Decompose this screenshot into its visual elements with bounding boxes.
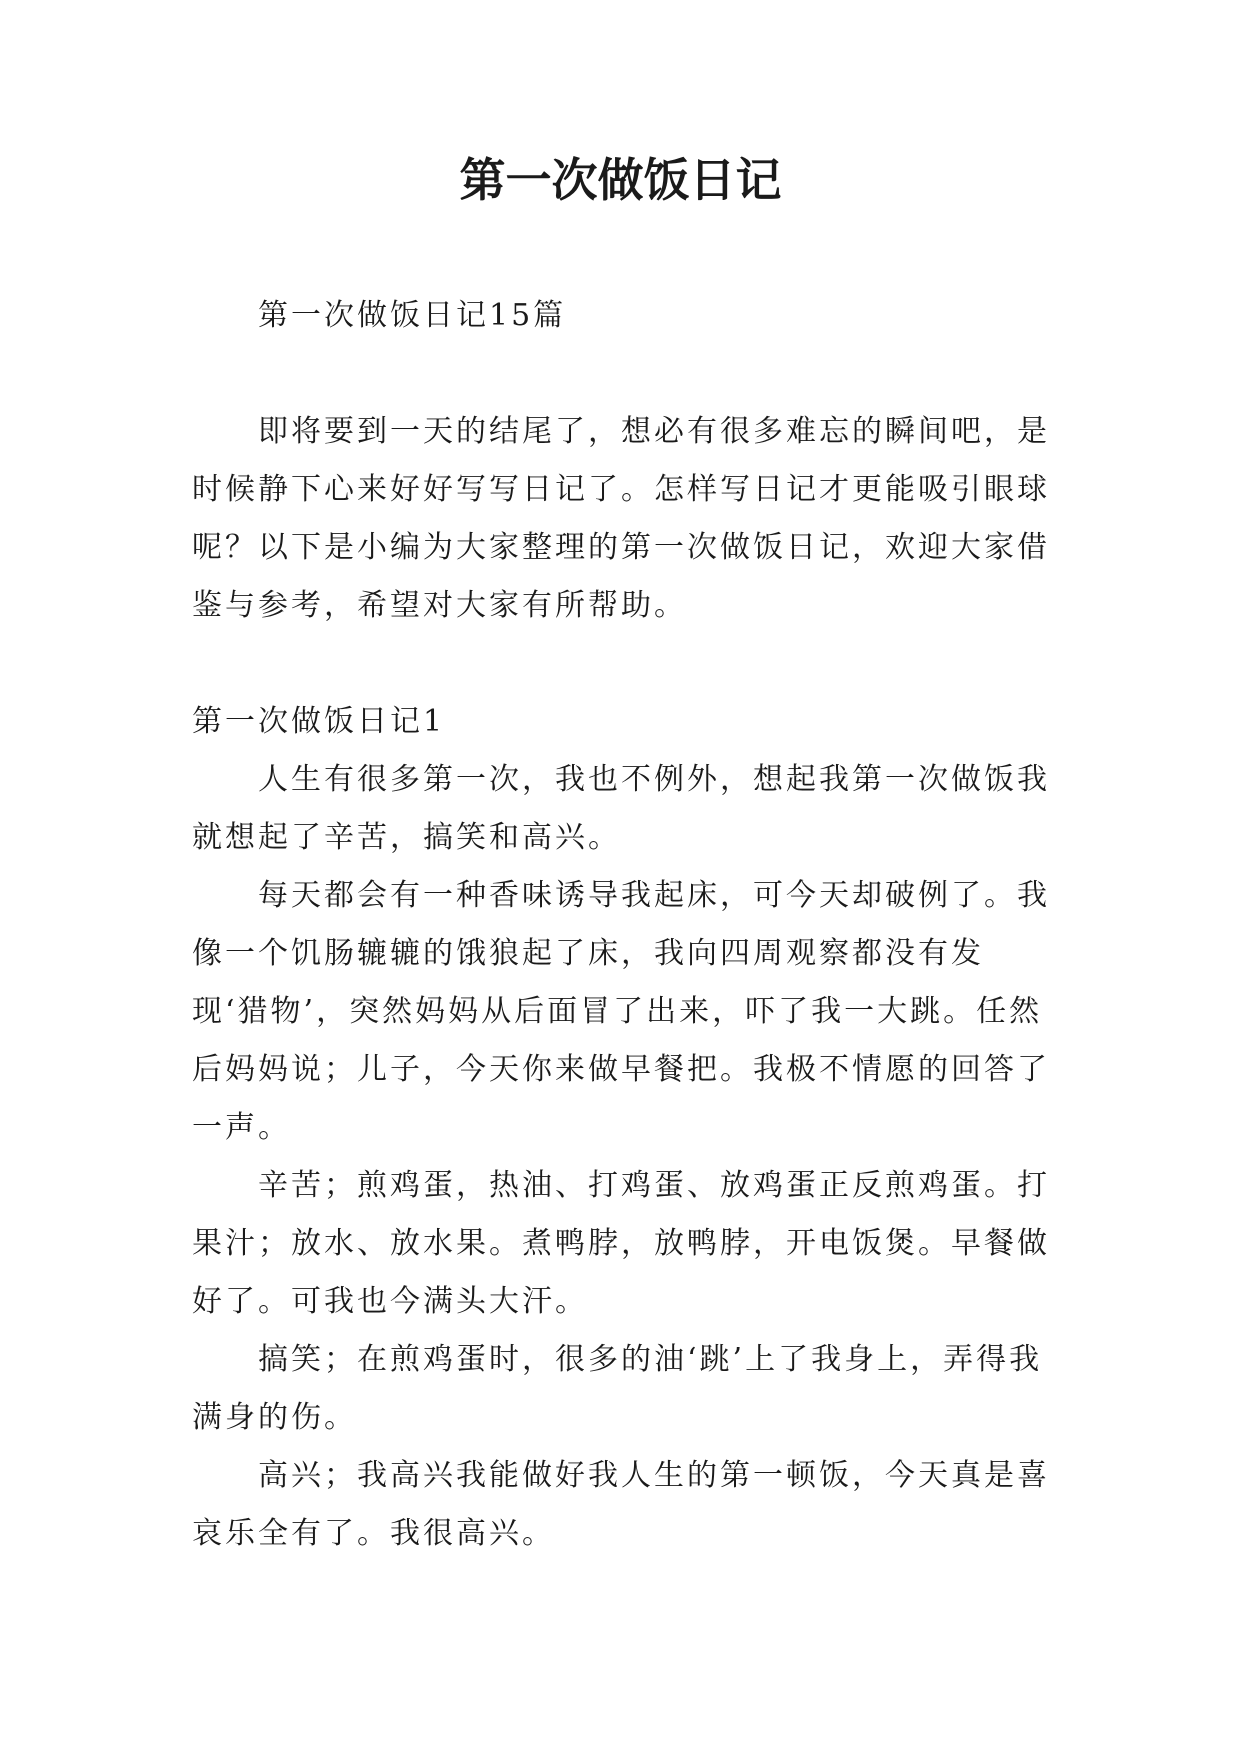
document-body [192, 287, 1052, 1563]
spacer [192, 345, 1052, 403]
subtitle: 第一次做饭日记15篇 [258, 298, 567, 333]
intro-paragraph: 即将要到一天的结尾了，想必有很多难忘的瞬间吧，是时候静下心来好好写写日记了。怎样写日记才更能吸引眼球呢？以下是小编为大家整理的第一次做饭日记，欢迎大家借鉴与参考，希望对大家有所帮助。 [192, 414, 1050, 623]
paragraph: 每天都会有一种香味诱导我起床，可今天却破例了。我像一个饥肠辘辘的饿狼起了床，我向四周观察都没有发现‘猎物’，突然妈妈从后面冒了出来，吓了我一大跳。任然后妈妈说；儿子，今天你来做早餐把。我极不情愿的回答了一声。 [192, 878, 1050, 1145]
paragraph: 人生有很多第一次，我也不例外，想起我第一次做饭我就想起了辛苦，搞笑和高兴。 [192, 762, 1050, 855]
document-title: 第一次做饭日记 [459, 153, 782, 207]
paragraph: 搞笑；在煎鸡蛋时，很多的油‘跳’上了我身上，弄得我满身的伤。 [192, 1342, 1043, 1435]
paragraph: 高兴；我高兴我能做好我人生的第一顿饭，今天真是喜哀乐全有了。我很高兴。 [192, 1458, 1050, 1551]
paragraph: 辛苦；煎鸡蛋，热油、打鸡蛋、放鸡蛋正反煎鸡蛋。打果汁；放水、放水果。煮鸭脖，放鸭脖，开电饭煲。早餐做好了。可我也今满头大汗。 [192, 1168, 1050, 1319]
spacer [192, 635, 1052, 693]
section-heading: 第一次做饭日记1 [192, 704, 446, 739]
